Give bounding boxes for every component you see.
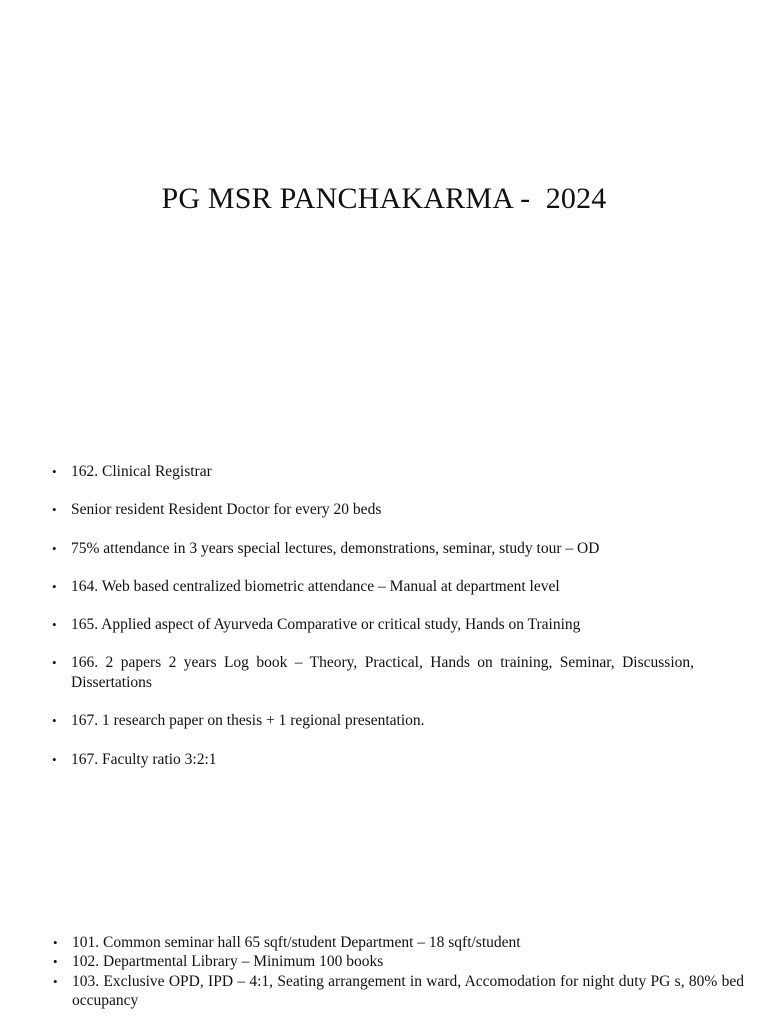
bullet-icon: • (52, 502, 57, 518)
bullet-icon: • (52, 540, 57, 556)
bullet-icon: • (52, 713, 57, 729)
list-item (52, 500, 694, 520)
page-title: PG MSR PANCHAKARMA - 2024 (161, 182, 607, 215)
bullet-icon: • (52, 578, 57, 594)
list-item-text: Senior resident Resident Doctor for every 20 beds (71, 501, 382, 519)
list-item-text: 101. Common seminar hall 65 sqft/student Department – 18 sqft/student (72, 934, 521, 951)
list-item (52, 577, 694, 597)
list-item-text: 167. Faculty ratio 3:2:1 (71, 750, 217, 768)
list-item-text: 164. Web based centralized biometric attendance – Manual at department level (71, 577, 560, 595)
bullet-icon: • (52, 617, 57, 633)
list-item (52, 653, 694, 692)
list-item-text: 162. Clinical Registrar (71, 463, 212, 480)
list-item (53, 972, 744, 1011)
list-item-text: 102. Departmental Library – Minimum 100 books (72, 953, 384, 971)
list-item (52, 539, 694, 559)
list-item (53, 933, 744, 952)
bullet-icon: • (52, 655, 57, 671)
list-item (52, 711, 694, 731)
list-item (52, 462, 694, 482)
list-item-text: 166. 2 papers 2 years Log book – Theory, Practical, Hands on training, Seminar, Discussion, Dissertations (71, 654, 694, 691)
list-item-text: 103. Exclusive OPD, IPD – 4:1, Seating arrangement in ward, Accomodation for night duty PG s, 80% bed occupancy (72, 972, 744, 1009)
infrastructure-list (53, 933, 744, 1010)
bullet-icon: • (52, 751, 57, 767)
bullet-icon: • (52, 464, 57, 479)
list-item-text: 165. Applied aspect of Ayurveda Comparative or critical study, Hands on Training (71, 616, 581, 634)
list-item-text: 75% attendance in 3 years special lectures, demonstrations, seminar, study tour – OD (71, 539, 600, 557)
bullet-icon: • (53, 973, 58, 989)
list-item (53, 952, 744, 971)
list-item-text: 167. 1 research paper on thesis + 1 regional presentation. (71, 712, 425, 730)
requirements-list (52, 462, 694, 788)
bullet-icon: • (53, 954, 58, 970)
list-item (52, 615, 694, 635)
bullet-icon: • (53, 935, 58, 950)
list-item (52, 750, 694, 770)
